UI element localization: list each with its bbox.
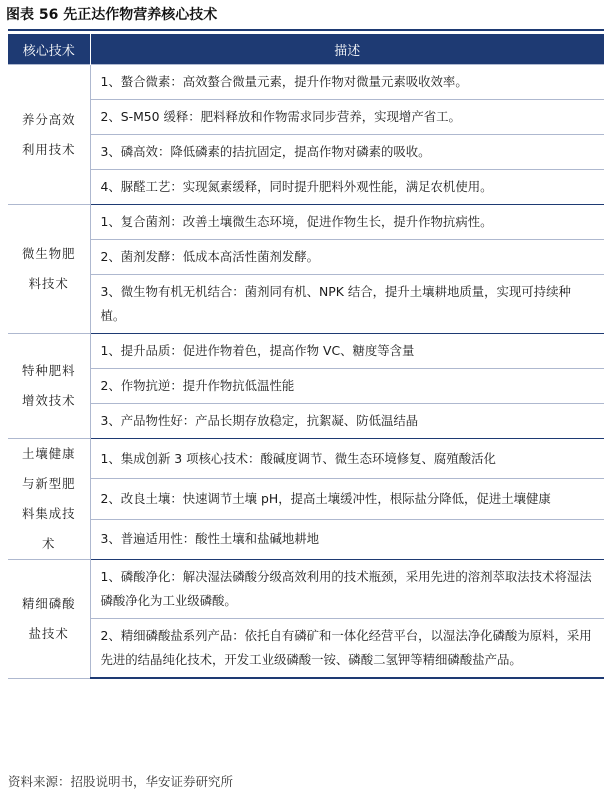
description-cell: 1、提升品质：促进作物着色，提高作物 VC、糖度等含量 [90, 334, 604, 369]
table-row [8, 439, 604, 479]
table-row [8, 404, 604, 439]
table-row [8, 369, 604, 404]
description-cell: 3、产品物性好：产品长期存放稳定，抗絮凝、防低温结晶 [90, 404, 604, 439]
description-cell: 3、微生物有机无机结合：菌剂同有机、NPK 结合，提升土壤耕地质量，实现可持续种植。 [90, 275, 604, 334]
description-cell: 3、磷高效：降低磷素的拮抗固定，提高作物对磷素的吸收。 [90, 135, 604, 170]
description-cell: 2、作物抗逆：提升作物抗低温性能 [90, 369, 604, 404]
category-cell: 土壤健康与新型肥料集成技术 [8, 439, 90, 560]
description-cell: 2、精细磷酸盐系列产品：依托自有磷矿和一体化经营平台，以湿法净化磷酸为原料，采用先进的结晶纯化技术，开发工业级磷酸一铵、磷酸二氢钾等精细磷酸盐产品。 [90, 619, 604, 679]
description-cell: 1、复合菌剂：改善土壤微生态环境，促进作物生长，提升作物抗病性。 [90, 205, 604, 240]
table-row [8, 240, 604, 275]
source-note: 资料来源：招股说明书，华安证券研究所 [8, 774, 234, 789]
core-technology-table [8, 34, 604, 679]
description-cell: 2、改良土壤：快速调节土壤 pH，提高土壤缓冲性，根际盐分降低，促进土壤健康 [90, 479, 604, 519]
table-row [8, 275, 604, 334]
table-row [8, 519, 604, 559]
figure-title: 图表 56 先正达作物营养核心技术 [6, 7, 218, 23]
description-cell: 2、菌剂发酵：低成本高活性菌剂发酵。 [90, 240, 604, 275]
table-row [8, 100, 604, 135]
description-cell: 2、S-M50 缓释：肥料释放和作物需求同步营养，实现增产省工。 [90, 100, 604, 135]
table-row [8, 205, 604, 240]
category-cell: 特种肥料增效技术 [8, 334, 90, 439]
table-row [8, 65, 604, 100]
description-cell: 1、磷酸净化：解决湿法磷酸分级高效利用的技术瓶颈，采用先进的溶剂萃取法技术将湿法磷酸净化为工业级磷酸。 [90, 560, 604, 619]
table-row [8, 479, 604, 519]
category-cell: 精细磷酸盐技术 [8, 560, 90, 679]
description-cell: 1、集成创新 3 项核心技术：酸碱度调节、微生态环境修复、腐殖酸活化 [90, 439, 604, 479]
description-cell: 4、脲醛工艺：实现氮素缓释，同时提升肥料外观性能，满足农机使用。 [90, 170, 604, 205]
description-cell: 1、螯合微素：高效螯合微量元素，提升作物对微量元素吸收效率。 [90, 65, 604, 100]
table-row [8, 334, 604, 369]
table-header-row [8, 34, 604, 65]
table-row [8, 560, 604, 619]
category-cell: 养分高效利用技术 [8, 65, 90, 205]
table-row [8, 619, 604, 679]
category-cell: 微生物肥料技术 [8, 205, 90, 334]
header-core-technology: 核心技术 [8, 34, 90, 65]
header-description: 描述 [90, 34, 604, 65]
title-rule [8, 29, 604, 31]
description-cell: 3、普遍适用性：酸性土壤和盐碱地耕地 [90, 519, 604, 559]
table-row [8, 135, 604, 170]
table-row [8, 170, 604, 205]
